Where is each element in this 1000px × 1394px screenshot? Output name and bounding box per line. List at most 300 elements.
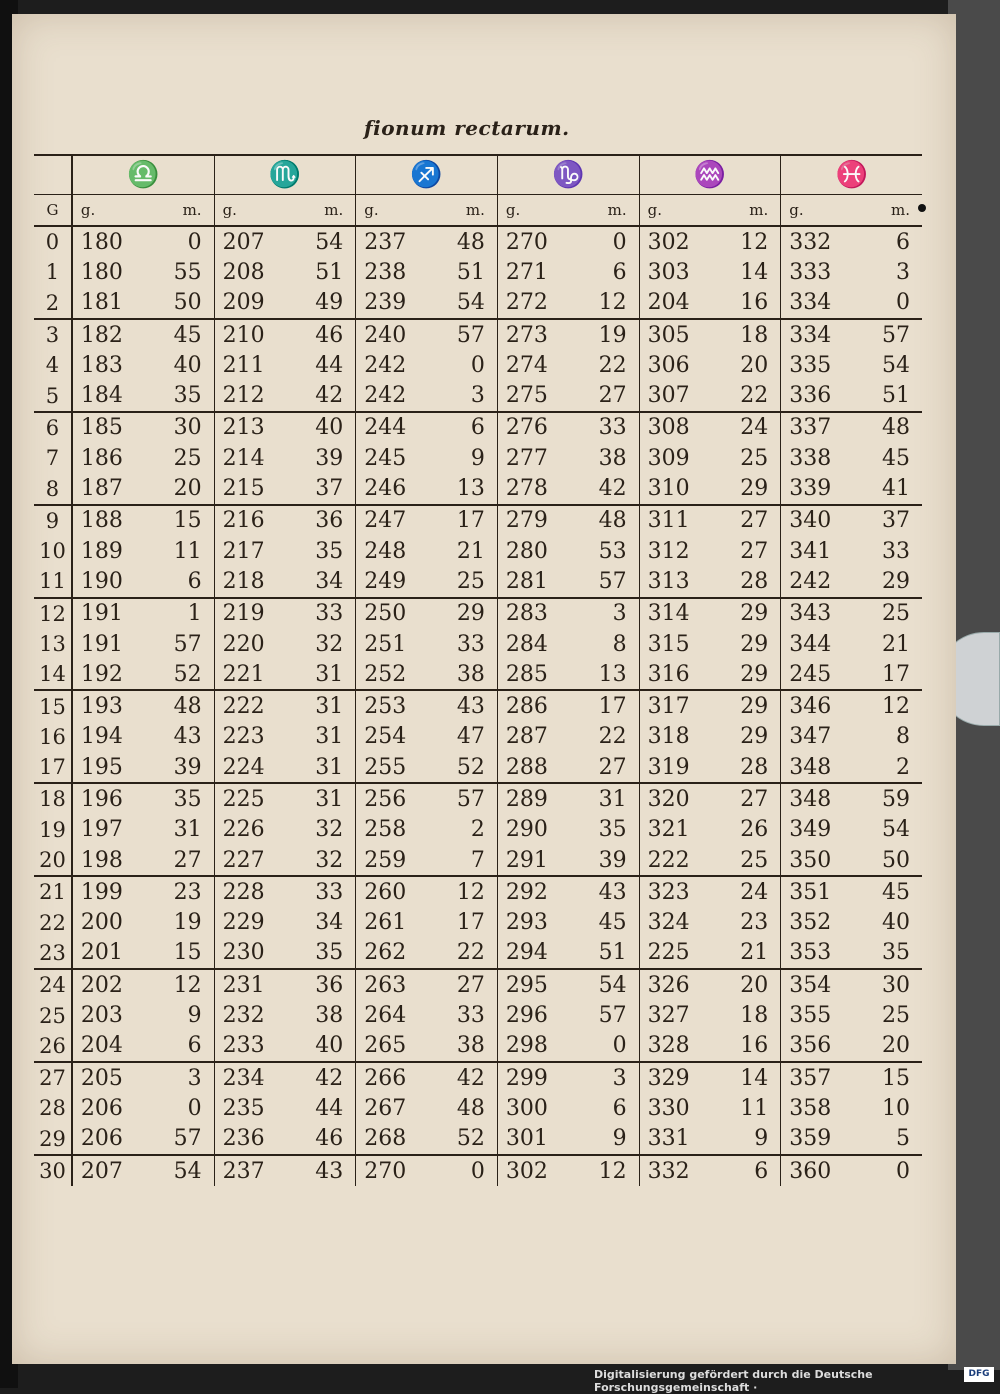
degrees-cell: 222 xyxy=(639,845,717,876)
degrees-cell: 211 xyxy=(222,352,265,378)
minutes-cell: 57 xyxy=(882,322,910,348)
unit-m: m. xyxy=(859,195,922,227)
minutes-cell: 27 xyxy=(576,380,640,411)
degrees-cell: 274 xyxy=(505,352,548,378)
degrees-cell: 180 xyxy=(80,259,123,285)
degrees-cell: 280 xyxy=(505,538,548,564)
minutes-cell: 2 xyxy=(859,752,922,783)
minutes-cell: 29 xyxy=(717,659,781,690)
table-row xyxy=(34,257,922,287)
degrees-cell: 305 xyxy=(647,322,690,348)
degrees-cell: 251 xyxy=(364,631,407,657)
degrees-cell: 310 xyxy=(639,473,717,504)
degree-cell: 27 xyxy=(34,1062,72,1093)
minutes-cell: 52 xyxy=(434,1124,498,1155)
degrees-cell: 242 xyxy=(356,380,434,411)
degrees-cell: 217 xyxy=(222,538,265,564)
degrees-cell: 313 xyxy=(639,566,717,597)
aquarius-icon: ♒ xyxy=(693,160,727,190)
minutes-cell: 29 xyxy=(717,722,781,752)
table-row xyxy=(34,1124,922,1155)
degrees-cell: 332 xyxy=(789,229,832,255)
ascension-table xyxy=(34,154,922,1186)
table-row xyxy=(34,938,922,969)
degrees-cell: 336 xyxy=(781,380,859,411)
minutes-cell: 47 xyxy=(434,722,498,752)
table-row xyxy=(34,598,922,629)
minutes-cell: 9 xyxy=(434,443,498,473)
degrees-cell: 298 xyxy=(497,1031,575,1062)
minutes-cell: 25 xyxy=(151,443,215,473)
degrees-cell: 185 xyxy=(80,415,123,441)
degrees-cell: 191 xyxy=(80,631,123,657)
degrees-cell: 203 xyxy=(80,1003,123,1029)
degrees-cell: 357 xyxy=(789,1065,832,1091)
minutes-cell: 31 xyxy=(292,752,356,783)
degrees-cell: 275 xyxy=(497,380,575,411)
minutes-cell: 44 xyxy=(292,350,356,380)
minutes-cell: 29 xyxy=(717,690,781,721)
degrees-cell: 220 xyxy=(222,631,265,657)
minutes-cell: 54 xyxy=(882,817,910,843)
degrees-cell: 209 xyxy=(214,288,292,319)
degrees-cell: 189 xyxy=(80,538,123,564)
minutes-cell: 48 xyxy=(434,1093,498,1123)
minutes-cell: 24 xyxy=(717,412,781,443)
minutes-cell: 22 xyxy=(717,380,781,411)
minutes-cell: 48 xyxy=(576,505,640,536)
degree-cell: 23 xyxy=(34,938,72,969)
minutes-cell: 23 xyxy=(151,876,215,907)
degrees-cell: 337 xyxy=(789,415,832,441)
minutes-cell: 22 xyxy=(576,350,640,380)
table-row xyxy=(34,380,922,411)
degree-cell: 30 xyxy=(34,1155,72,1186)
degrees-cell: 219 xyxy=(222,601,265,627)
minutes-cell: 54 xyxy=(576,969,640,1000)
minutes-cell: 35 xyxy=(151,380,215,411)
degree-cell: 6 xyxy=(34,412,72,443)
degrees-cell: 232 xyxy=(222,1003,265,1029)
minutes-cell: 12 xyxy=(717,226,781,257)
degree-cell: 15 xyxy=(34,690,72,721)
minutes-cell: 21 xyxy=(882,631,910,657)
degrees-cell: 287 xyxy=(505,724,548,750)
minutes-cell: 18 xyxy=(717,319,781,350)
degree-cell: 2 xyxy=(34,288,72,319)
minutes-cell: 6 xyxy=(434,412,498,443)
degree-cell: 26 xyxy=(34,1031,72,1062)
degrees-cell: 259 xyxy=(356,845,434,876)
table-row xyxy=(34,505,922,536)
degree-cell: 28 xyxy=(34,1093,72,1123)
minutes-cell: 2 xyxy=(434,815,498,845)
degrees-cell: 254 xyxy=(364,724,407,750)
degree-cell: 21 xyxy=(34,876,72,907)
minutes-cell: 45 xyxy=(576,908,640,938)
degrees-cell: 193 xyxy=(80,694,123,720)
minutes-cell: 25 xyxy=(434,566,498,597)
minutes-cell: 3 xyxy=(151,1062,215,1093)
degrees-cell: 278 xyxy=(497,473,575,504)
minutes-cell: 20 xyxy=(717,350,781,380)
degrees-cell: 277 xyxy=(505,445,548,471)
minutes-cell: 33 xyxy=(434,629,498,659)
degrees-cell: 349 xyxy=(789,817,832,843)
degrees-cell: 239 xyxy=(356,288,434,319)
degrees-cell: 247 xyxy=(364,508,407,534)
degrees-cell: 207 xyxy=(80,1158,123,1184)
minutes-cell: 38 xyxy=(434,1031,498,1062)
table-row xyxy=(34,1155,922,1186)
degrees-cell: 255 xyxy=(356,752,434,783)
degrees-cell: 341 xyxy=(789,538,832,564)
minutes-cell: 27 xyxy=(717,783,781,814)
table-row xyxy=(34,783,922,814)
minutes-cell: 43 xyxy=(576,876,640,907)
degrees-cell: 272 xyxy=(497,288,575,319)
minutes-cell: 18 xyxy=(717,1000,781,1030)
minutes-cell: 27 xyxy=(576,752,640,783)
degrees-cell: 227 xyxy=(214,845,292,876)
minutes-cell: 57 xyxy=(434,319,498,350)
degrees-cell: 334 xyxy=(781,288,859,319)
minutes-cell: 35 xyxy=(576,815,640,845)
degrees-cell: 222 xyxy=(222,694,265,720)
minutes-cell: 6 xyxy=(717,1155,781,1186)
degrees-cell: 248 xyxy=(364,538,407,564)
sign-header-sagittarius xyxy=(356,155,498,195)
minutes-cell: 31 xyxy=(292,659,356,690)
minutes-cell: 55 xyxy=(151,257,215,287)
minutes-cell: 57 xyxy=(576,1000,640,1030)
minutes-cell: 39 xyxy=(576,845,640,876)
degrees-cell: 314 xyxy=(647,601,690,627)
degrees-cell: 256 xyxy=(364,786,407,812)
degrees-cell: 348 xyxy=(781,752,859,783)
degrees-cell: 354 xyxy=(789,972,832,998)
minutes-cell: 51 xyxy=(292,257,356,287)
degree-cell: 25 xyxy=(34,1000,72,1030)
minutes-cell: 33 xyxy=(292,876,356,907)
degrees-cell: 236 xyxy=(214,1124,292,1155)
table-row xyxy=(34,969,922,1000)
degrees-cell: 195 xyxy=(72,752,151,783)
degree-cell: 1 xyxy=(34,257,72,287)
degrees-cell: 204 xyxy=(72,1031,151,1062)
degrees-cell: 358 xyxy=(789,1095,832,1121)
minutes-cell: 25 xyxy=(717,845,781,876)
degrees-cell: 288 xyxy=(497,752,575,783)
degrees-cell: 221 xyxy=(214,659,292,690)
minutes-cell: 29 xyxy=(859,566,922,597)
degrees-cell: 187 xyxy=(72,473,151,504)
minutes-cell: 27 xyxy=(434,969,498,1000)
degree-cell: 14 xyxy=(34,659,72,690)
degrees-cell: 263 xyxy=(364,972,407,998)
libra-icon: ♎ xyxy=(127,160,160,190)
degrees-cell: 356 xyxy=(781,1031,859,1062)
degrees-cell: 296 xyxy=(505,1003,548,1029)
minutes-cell: 12 xyxy=(151,969,215,1000)
degrees-cell: 246 xyxy=(356,473,434,504)
minutes-cell: 20 xyxy=(859,1031,922,1062)
degrees-cell: 197 xyxy=(80,817,123,843)
degrees-cell: 265 xyxy=(356,1031,434,1062)
degrees-cell: 359 xyxy=(781,1124,859,1155)
minutes-cell: 41 xyxy=(859,473,922,504)
degrees-cell: 250 xyxy=(364,601,407,627)
degrees-cell: 261 xyxy=(364,910,407,936)
table-row xyxy=(34,473,922,504)
degrees-cell: 308 xyxy=(647,415,690,441)
degrees-cell: 350 xyxy=(781,845,859,876)
minutes-cell: 31 xyxy=(292,690,356,721)
minutes-cell: 38 xyxy=(434,659,498,690)
degrees-cell: 237 xyxy=(222,1158,265,1184)
degrees-cell: 348 xyxy=(789,786,832,812)
minutes-cell: 54 xyxy=(434,288,498,319)
unit-g: g. xyxy=(214,195,292,227)
table-row xyxy=(34,690,922,721)
degrees-cell: 240 xyxy=(364,322,407,348)
degrees-cell: 328 xyxy=(639,1031,717,1062)
degree-cell: 0 xyxy=(34,226,72,257)
degree-cell: 5 xyxy=(34,380,72,411)
minutes-cell: 0 xyxy=(434,350,498,380)
minutes-cell: 22 xyxy=(434,938,498,969)
degrees-cell: 293 xyxy=(505,910,548,936)
degrees-cell: 339 xyxy=(781,473,859,504)
degrees-cell: 303 xyxy=(647,259,690,285)
degrees-cell: 332 xyxy=(647,1158,690,1184)
degrees-cell: 235 xyxy=(222,1095,265,1121)
table-row xyxy=(34,1093,922,1123)
table-row xyxy=(34,845,922,876)
minutes-cell: 12 xyxy=(576,288,640,319)
degrees-cell: 329 xyxy=(647,1065,690,1091)
degrees-cell: 295 xyxy=(505,972,548,998)
degrees-cell: 270 xyxy=(505,229,548,255)
minutes-cell: 16 xyxy=(717,1031,781,1062)
degrees-cell: 230 xyxy=(214,938,292,969)
degrees-cell: 226 xyxy=(222,817,265,843)
degrees-cell: 346 xyxy=(789,694,832,720)
degrees-cell: 316 xyxy=(639,659,717,690)
table-row xyxy=(34,443,922,473)
minutes-cell: 7 xyxy=(434,845,498,876)
minutes-cell: 16 xyxy=(717,288,781,319)
degrees-cell: 188 xyxy=(80,508,123,534)
degrees-cell: 262 xyxy=(356,938,434,969)
degrees-cell: 284 xyxy=(505,631,548,657)
minutes-cell: 54 xyxy=(151,1155,215,1186)
degrees-cell: 258 xyxy=(364,817,407,843)
minutes-cell: 11 xyxy=(717,1093,781,1123)
degrees-cell: 267 xyxy=(364,1095,407,1121)
sign-header-scorpio xyxy=(214,155,356,195)
minutes-cell: 54 xyxy=(292,226,356,257)
degree-cell: 8 xyxy=(34,473,72,504)
minutes-cell: 29 xyxy=(717,598,781,629)
minutes-cell: 32 xyxy=(292,629,356,659)
minutes-cell: 31 xyxy=(292,722,356,752)
degrees-cell: 273 xyxy=(505,322,548,348)
degrees-cell: 292 xyxy=(505,879,548,905)
minutes-cell: 35 xyxy=(292,938,356,969)
table-row xyxy=(34,876,922,907)
table-row xyxy=(34,722,922,752)
degrees-cell: 205 xyxy=(80,1065,123,1091)
degrees-cell: 198 xyxy=(72,845,151,876)
minutes-cell: 40 xyxy=(292,412,356,443)
degrees-cell: 212 xyxy=(214,380,292,411)
minutes-cell: 35 xyxy=(292,536,356,566)
table-row xyxy=(34,319,922,350)
degrees-cell: 283 xyxy=(505,601,548,627)
minutes-cell: 13 xyxy=(576,659,640,690)
unit-g: g. xyxy=(639,195,717,227)
unit-m: m. xyxy=(717,195,781,227)
degrees-cell: 218 xyxy=(214,566,292,597)
degrees-cell: 204 xyxy=(639,288,717,319)
minutes-cell: 9 xyxy=(151,1000,215,1030)
minutes-cell: 6 xyxy=(896,229,910,255)
degrees-cell: 216 xyxy=(222,508,265,534)
minutes-cell: 57 xyxy=(151,629,215,659)
pisces-icon: ♓ xyxy=(835,160,868,190)
minutes-cell: 44 xyxy=(292,1093,356,1123)
degrees-cell: 290 xyxy=(505,817,548,843)
degrees-cell: 260 xyxy=(364,879,407,905)
degrees-cell: 331 xyxy=(639,1124,717,1155)
degrees-cell: 237 xyxy=(364,229,407,255)
minutes-cell: 32 xyxy=(292,815,356,845)
degree-cell: 19 xyxy=(34,815,72,845)
minutes-cell: 6 xyxy=(576,1093,640,1123)
degrees-cell: 343 xyxy=(789,601,832,627)
degrees-cell: 302 xyxy=(505,1158,548,1184)
degrees-cell: 320 xyxy=(647,786,690,812)
degrees-cell: 353 xyxy=(781,938,859,969)
degrees-cell: 244 xyxy=(364,415,407,441)
degrees-cell: 186 xyxy=(80,445,123,471)
minutes-cell: 53 xyxy=(576,536,640,566)
degrees-cell: 294 xyxy=(497,938,575,969)
minutes-cell: 33 xyxy=(292,598,356,629)
unit-g: g. xyxy=(356,195,434,227)
minutes-cell: 39 xyxy=(292,443,356,473)
table-row xyxy=(34,1000,922,1030)
unit-header-row xyxy=(34,195,922,227)
minutes-cell: 27 xyxy=(717,536,781,566)
minutes-cell: 0 xyxy=(434,1155,498,1186)
minutes-cell: 50 xyxy=(859,845,922,876)
degrees-cell: 326 xyxy=(647,972,690,998)
minutes-cell: 51 xyxy=(434,257,498,287)
minutes-cell: 19 xyxy=(151,908,215,938)
minutes-cell: 30 xyxy=(882,972,910,998)
scorpio-icon: ♏ xyxy=(268,160,302,190)
sign-header-aquarius xyxy=(639,155,781,195)
minutes-cell: 29 xyxy=(434,598,498,629)
degrees-cell: 327 xyxy=(647,1003,690,1029)
funding-notice: Digitalisierung gefördert durch die Deutsche Forschungsgemeinschaft · xyxy=(594,1368,873,1394)
minutes-cell: 43 xyxy=(151,722,215,752)
minutes-cell: 48 xyxy=(151,690,215,721)
minutes-cell: 6 xyxy=(151,1031,215,1062)
degrees-cell: 224 xyxy=(214,752,292,783)
degrees-cell: 311 xyxy=(647,508,690,534)
degree-cell: 4 xyxy=(34,350,72,380)
minutes-cell: 45 xyxy=(882,879,910,905)
capricorn-icon: ♑ xyxy=(552,160,585,190)
table-row xyxy=(34,752,922,783)
degrees-cell: 300 xyxy=(505,1095,548,1121)
page-title: fionum rectarum. xyxy=(364,116,570,140)
minutes-cell: 33 xyxy=(576,412,640,443)
minutes-cell: 1 xyxy=(151,598,215,629)
minutes-cell: 42 xyxy=(292,1062,356,1093)
minutes-cell: 31 xyxy=(151,815,215,845)
minutes-cell: 30 xyxy=(151,412,215,443)
degrees-cell: 355 xyxy=(789,1003,832,1029)
minutes-cell: 12 xyxy=(434,876,498,907)
table-row xyxy=(34,412,922,443)
minutes-cell: 11 xyxy=(151,536,215,566)
degrees-cell: 344 xyxy=(789,631,832,657)
minutes-cell: 40 xyxy=(292,1031,356,1062)
minutes-cell: 57 xyxy=(434,783,498,814)
degrees-cell: 312 xyxy=(647,538,690,564)
minutes-cell: 31 xyxy=(292,783,356,814)
degree-cell: 17 xyxy=(34,752,72,783)
minutes-cell: 20 xyxy=(717,969,781,1000)
degrees-cell: 208 xyxy=(222,259,265,285)
degree-cell: 11 xyxy=(34,566,72,597)
minutes-cell: 15 xyxy=(151,505,215,536)
unit-m: m. xyxy=(292,195,356,227)
degrees-cell: 302 xyxy=(647,229,690,255)
degrees-cell: 315 xyxy=(647,631,690,657)
minutes-cell: 3 xyxy=(434,380,498,411)
minutes-cell: 9 xyxy=(717,1124,781,1155)
degree-header: G xyxy=(34,195,72,227)
minutes-cell: 51 xyxy=(859,380,922,411)
degrees-cell: 351 xyxy=(789,879,832,905)
degree-cell: 13 xyxy=(34,629,72,659)
minutes-cell: 28 xyxy=(717,752,781,783)
degrees-cell: 225 xyxy=(222,786,265,812)
minutes-cell: 46 xyxy=(292,1124,356,1155)
minutes-cell: 29 xyxy=(717,629,781,659)
degrees-cell: 214 xyxy=(222,445,265,471)
degree-cell: 16 xyxy=(34,722,72,752)
degrees-cell: 270 xyxy=(364,1158,407,1184)
degree-cell: 18 xyxy=(34,783,72,814)
sign-header-capricorn xyxy=(497,155,639,195)
minutes-cell: 26 xyxy=(717,815,781,845)
degrees-cell: 266 xyxy=(364,1065,407,1091)
minutes-cell: 52 xyxy=(151,659,215,690)
degrees-cell: 319 xyxy=(639,752,717,783)
minutes-cell: 3 xyxy=(576,598,640,629)
degrees-cell: 324 xyxy=(647,910,690,936)
degrees-cell: 321 xyxy=(647,817,690,843)
degrees-cell: 229 xyxy=(222,910,265,936)
minutes-cell: 37 xyxy=(882,508,910,534)
degrees-cell: 317 xyxy=(647,694,690,720)
